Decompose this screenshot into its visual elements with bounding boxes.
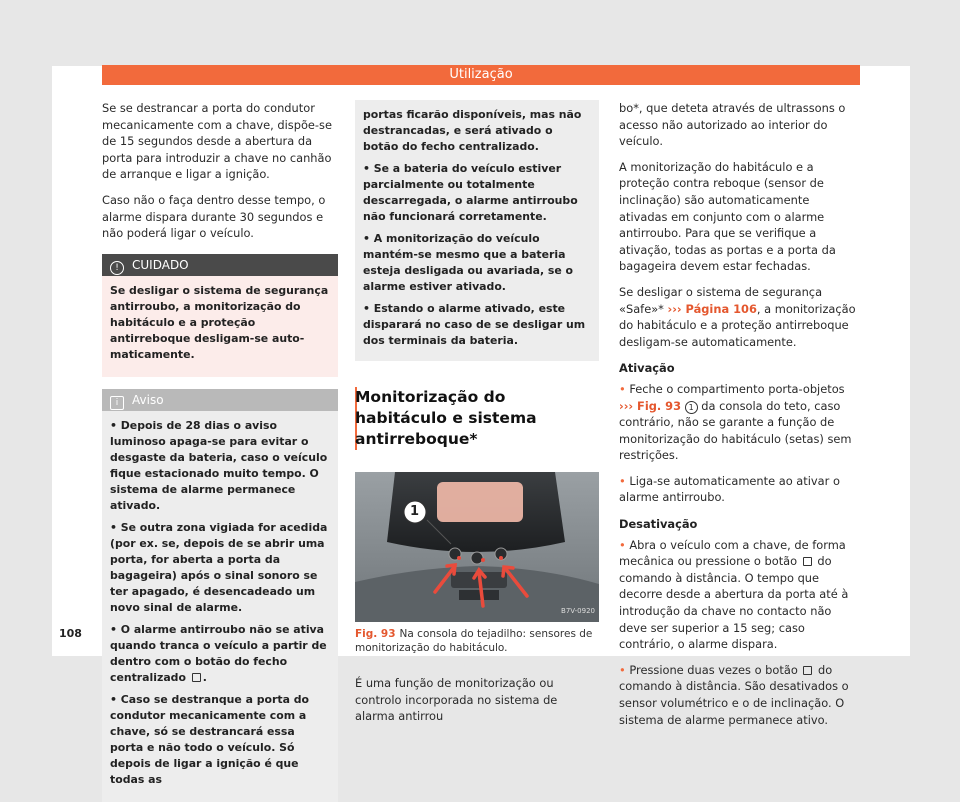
lock-icon [192,673,201,682]
lock-icon [803,666,812,675]
bullet-dot: • [619,537,626,552]
caution-header [102,254,338,276]
note-box [102,389,338,802]
paragraph: A monitorização do habitáculo e a proteção contra reboque (sensor de inclinação) são automaticamente ativadas em conjunto com o alarme antirroubo. Para que se verifique a ativação, todas as portas e a porta da bagageira devem estar fechadas. [619,159,836,274]
text: Feche o compartimento porta-objetos [629,381,845,396]
text: do comando à distância. O tempo que decorre desde a abertura da porta até à introdução da chave no contacto não deve ser superior a 15 seg; caso contrário, o alarme dispara. [619,554,849,652]
bullet-dot: • [619,381,626,396]
note-bullet: • O alarme antirroubo não se ativa quando tranca o veículo a partir de dentro com o botão do fecho centralizado . [110,622,327,684]
note-bullet: • Caso se destranque a porta do condutor mecanicamente com a chave, só se destrancará essa porta e não todo o veículo. Só depois de ligar a ignição é que todas as [110,692,330,788]
figure-caption-text: Na consola do tejadilho: sensores de monitorização do habitáculo. [355,628,593,654]
note-header [102,389,338,411]
bullet-dot: • [619,662,626,677]
chapter-header: Utilização [102,65,860,85]
paragraph [619,284,861,350]
text: Pressione duas vezes o botão [629,662,798,677]
caution-title: CUIDADO [132,257,189,272]
bullet-item [619,381,861,464]
bullet-item [619,473,861,506]
column-2 [355,100,599,734]
page-number: 108 [59,627,82,640]
note-bullet: • Se a bateria do veículo estiver parcialmente ou totalmente descarregada, o alarme antirroubo não funcionará corretamente. [363,161,591,225]
warning-icon: ! [110,261,124,275]
info-icon: i [110,396,124,410]
section-title-text: Monitorização do habitáculo e sistema antirreboque* [355,388,537,448]
note-text: portas ficarão disponíveis, mas não destrancadas, e será ativado o botão do fecho centralizado. [363,108,582,153]
caution-text: Se desligar o sistema de segurança antirroubo, a monitorização do habitáculo e a proteção antirreboque desligam-se automaticamente. [110,283,329,361]
paragraph: É uma função de monitorização ou controlo incorporada no sistema de alarma antirrou [355,676,558,724]
unlock-icon [803,557,812,566]
text: Se desligar o sistema de segurança «Safe»* [619,284,823,316]
note-title: Aviso [132,392,164,407]
column-3 [619,100,861,737]
figure-code: B7V-0920 [561,607,595,616]
note-bullet-text: O alarme antirroubo não se ativa quando tranca o veículo a partir de dentro com o botão do fecho centralizado [110,622,327,684]
note-bullet: • Estando o alarme ativado, este disparará no caso de se desligar um dos terminais da bateria. [363,301,591,349]
text: , a monitorização do habitáculo e a proteção antirreboque desligam-se automaticamente. [619,301,856,349]
figure-93 [355,472,599,622]
text: do comando à distância. São desativados o sensor volumétrico e o de inclinação. O sistema de alarme permanece ativo. [619,662,849,727]
callout-number: 1 [410,504,420,519]
callout-number: 1 [685,401,698,414]
bullet-item [619,662,861,728]
note-bullet: • A monitorização do veículo mantém-se mesmo que a bateria esteja desligada ou avariada, se o alarme estiver ativado. [363,231,591,295]
subheading-deactivation: Desativação [619,517,698,532]
paragraph: Caso não o faça dentro desse tempo, o alarme dispara durante 30 segundos e não poderá ligar o veículo. [102,192,326,241]
caution-box [102,254,338,377]
caution-body [102,276,338,377]
text: Liga-se automaticamente ao ativar o alarme antirroubo. [619,473,840,505]
subheading-activation: Ativação [619,361,675,376]
figure-caption [355,628,599,655]
note-body [102,411,338,802]
figure-reference-link[interactable]: ››› Fig. 93 [619,398,682,413]
figure-label: Fig. 93 [355,628,396,640]
column-1 [102,100,338,802]
note-bullet-end: . [202,670,207,684]
bullet-dot: • [619,473,626,488]
page-reference-link[interactable]: ››› Página 106 [667,301,757,316]
text: da consola do teto, caso contrário, não se garante a função de monitorização do habitáculo (setas) sem restrições. [619,398,852,463]
bullet-item [619,537,861,653]
paragraph: Se se destrancar a porta do condutor mecanicamente com a chave, dispõe-se de 15 segundos desde a abertura da porta para introduzir a chave no canhão de arranque e ligar a ignição. [102,101,332,182]
paragraph: bo*, que deteta através de ultrassons o acesso não autorizado ao interior do veículo. [619,101,846,149]
text: Abra o veículo com a chave, de forma mecânica ou pressione o botão [619,537,846,569]
roof-console-photo [355,472,599,622]
section-title [355,387,599,450]
note-bullet: • Se outra zona vigiada for acedida (por ex. se, depois de se abrir uma porta, for aberta a porta da bagageira) após o sinal sonoro se ter apagado, é desencadeado um novo sinal de alarme. [110,520,330,616]
note-bullet: • Depois de 28 dias o aviso luminoso apaga-se para evitar o desgaste da bateria, caso o veículo fique estacionado muito tempo. O sistema de alarme permanece ativado. [110,418,330,514]
note-box-continued [355,100,599,361]
